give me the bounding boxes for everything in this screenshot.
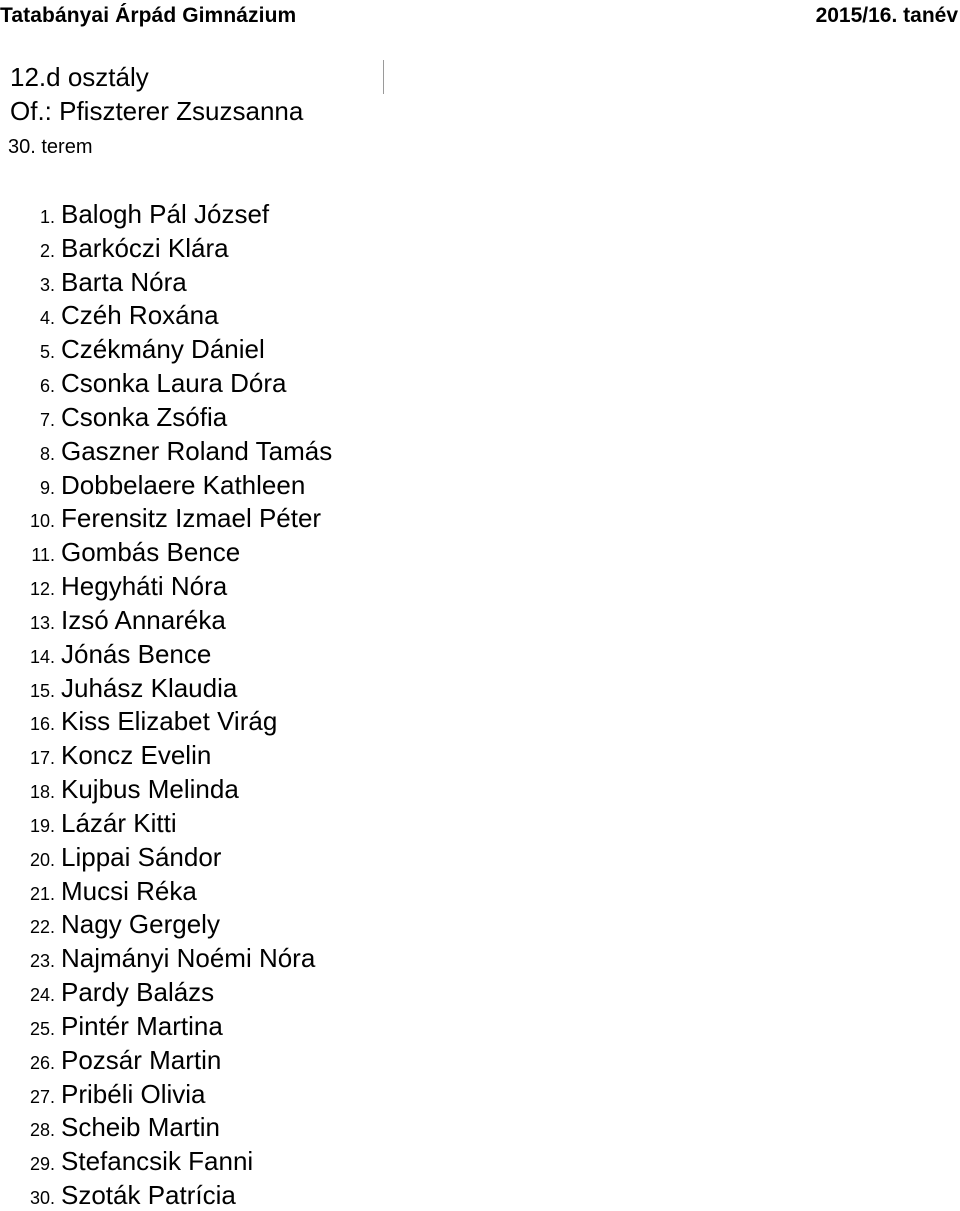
class-name: 12.d osztály xyxy=(10,62,149,92)
student-number: 9. xyxy=(39,477,55,498)
student-number: 20. xyxy=(29,849,55,870)
student-number: 5. xyxy=(39,342,55,363)
student-number: 8. xyxy=(39,443,55,464)
student-name: Dobbelaere Kathleen xyxy=(61,469,306,500)
student-number: 28. xyxy=(29,1120,55,1141)
student-number: 4. xyxy=(39,308,55,329)
student-number: 13. xyxy=(29,612,55,633)
student-number: 18. xyxy=(29,782,55,803)
student-name: Hegyháti Nóra xyxy=(61,571,228,602)
divider-line xyxy=(383,60,384,94)
class-teacher: Of.: Pfiszterer Zsuzsanna xyxy=(10,96,304,126)
student-name: Stefancsik Fanni xyxy=(61,1146,254,1177)
student-name: Izsó Annaréka xyxy=(61,604,226,635)
student-name: Balogh Pál József xyxy=(61,199,270,229)
student-number: 15. xyxy=(29,680,55,701)
school-year: 2015/16. tanév xyxy=(815,4,958,27)
room-label: terem xyxy=(41,136,93,158)
student-name: Czékmány Dániel xyxy=(61,334,265,365)
student-number: 10. xyxy=(29,511,55,532)
student-name: Csonka Zsófia xyxy=(61,401,228,432)
room-number: 30. xyxy=(8,136,36,158)
student-name: Barta Nóra xyxy=(61,266,187,297)
student-name: Kujbus Melinda xyxy=(61,774,239,805)
student-name: Csonka Laura Dóra xyxy=(61,368,287,399)
student-name: Pintér Martina xyxy=(61,1010,223,1041)
student-number: 21. xyxy=(29,883,55,904)
student-number: 30. xyxy=(29,1188,55,1209)
student-name: Mucsi Réka xyxy=(61,875,197,906)
student-name: Pribéli Olivia xyxy=(61,1078,206,1109)
student-number: 25. xyxy=(29,1018,55,1039)
student-name: Szoták Patrícia xyxy=(61,1180,236,1211)
student-name: Scheib Martin xyxy=(61,1112,220,1143)
student-name: Czéh Roxána xyxy=(61,300,219,331)
student-number: 17. xyxy=(29,748,55,769)
page-header xyxy=(0,0,960,34)
student-number: 23. xyxy=(29,951,55,972)
student-name: Juhász Klaudia xyxy=(61,672,238,703)
student-number: 2. xyxy=(39,240,55,261)
student-number: 16. xyxy=(29,714,55,735)
student-name: Barkóczi Klára xyxy=(61,232,229,263)
student-name: Gombás Bence xyxy=(61,537,241,568)
student-number: 29. xyxy=(29,1154,55,1175)
student-name: Kiss Elizabet Virág xyxy=(61,706,278,737)
student-number: 6. xyxy=(39,376,55,397)
school-name: Tatabányai Árpád Gimnázium xyxy=(0,4,297,27)
student-number: 26. xyxy=(29,1052,55,1073)
student-number: 12. xyxy=(29,579,55,600)
student-name: Gaszner Roland Tamás xyxy=(61,435,333,466)
student-number: 22. xyxy=(29,917,55,938)
room xyxy=(8,136,93,159)
student-number: 3. xyxy=(39,274,55,295)
student-name: Lippai Sándor xyxy=(61,841,222,872)
student-name: Koncz Evelin xyxy=(61,740,212,771)
student-number: 19. xyxy=(29,815,55,836)
student-number: 1. xyxy=(39,207,55,227)
student-name: Pardy Balázs xyxy=(61,977,215,1008)
student-name: Jónás Bence xyxy=(61,638,212,669)
student-number: 27. xyxy=(29,1086,55,1107)
student-number: 14. xyxy=(29,646,55,667)
student-number: 7. xyxy=(39,409,55,430)
student-name: Najmányi Noémi Nóra xyxy=(61,943,316,974)
student-number: 11. xyxy=(31,545,55,566)
student-number: 24. xyxy=(29,985,55,1006)
student-name: Nagy Gergely xyxy=(61,909,220,940)
student-name: Ferensitz Izmael Péter xyxy=(61,503,322,534)
student-name: Pozsár Martin xyxy=(61,1044,222,1075)
student-name: Lázár Kitti xyxy=(61,807,177,838)
